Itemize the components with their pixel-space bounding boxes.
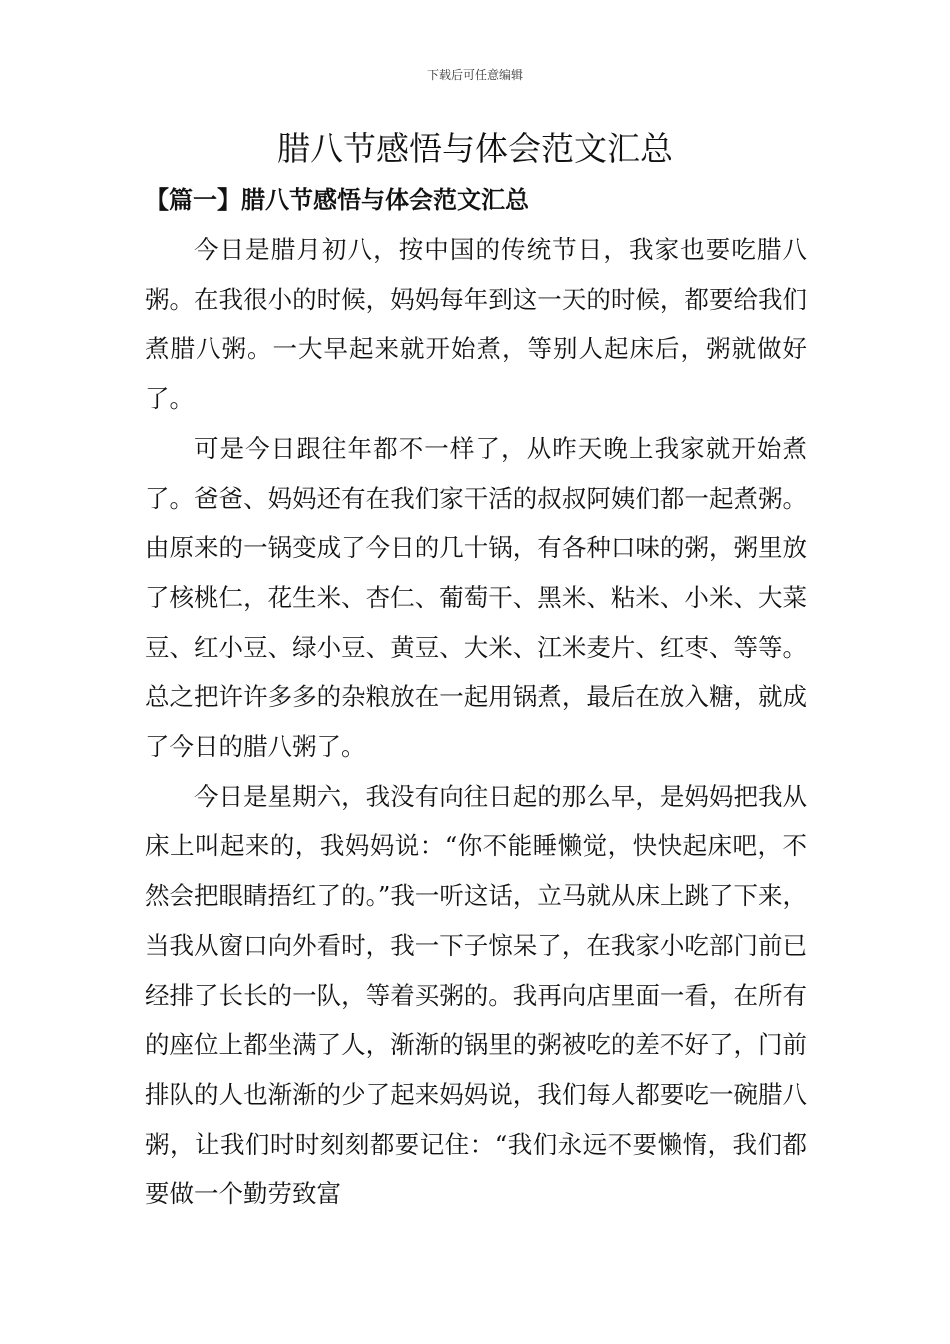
section-heading: 【篇一】腊八节感悟与体会范文汇总 bbox=[145, 185, 529, 214]
paragraph: 今日是星期六，我没有向往日起的那么早，是妈妈把我从床上叫起来的，我妈妈说：“你不能睡懒觉，快快起床吧，不然会把眼睛捂红了的。”我一听这话，立马就从床上跳了下来，当我从窗口向外看时，我一下子惊呆了，在我家小吃部门前已经排了长长的一队，等着买粥的。我再向店里面一看，在所有的座位上都坐满了人，渐渐的锅里的粥被吃的差不好了，门前排队的人也渐渐的少了起来妈妈说，我们每人都要吃一碗腊八粥，让我们时时刻刻都要记住：“我们永远不要懒惰，我们都要做一个勤劳致富 bbox=[145, 781, 807, 1209]
paragraph: 今日是腊月初八，按中国的传统节日，我家也要吃腊八粥。在我很小的时候，妈妈每年到这一天的时候，都要给我们煮腊八粥。一大早起来就开始煮，等别人起床后，粥就做好了。 bbox=[145, 235, 807, 414]
header-note: 下载后可任意编辑 bbox=[426, 68, 523, 82]
document-title: 腊八节感悟与体会范文汇总 bbox=[277, 129, 673, 168]
paragraph: 可是今日跟往年都不一样了，从昨天晚上我家就开始煮了。爸爸、妈妈还有在我们家干活的叔叔阿姨们都一起煮粥。由原来的一锅变成了今日的几十锅，有各种口味的粥，粥里放了核桃仁，花生米、杏仁、葡萄干、黑米、粘米、小米、大菜豆、红小豆、绿小豆、黄豆、大米、江米麦片、红枣、等等。总之把许许多多的杂粮放在一起用锅煮，最后在放入糖，就成了今日的腊八粥了。 bbox=[145, 433, 807, 762]
body-text bbox=[145, 225, 807, 1219]
